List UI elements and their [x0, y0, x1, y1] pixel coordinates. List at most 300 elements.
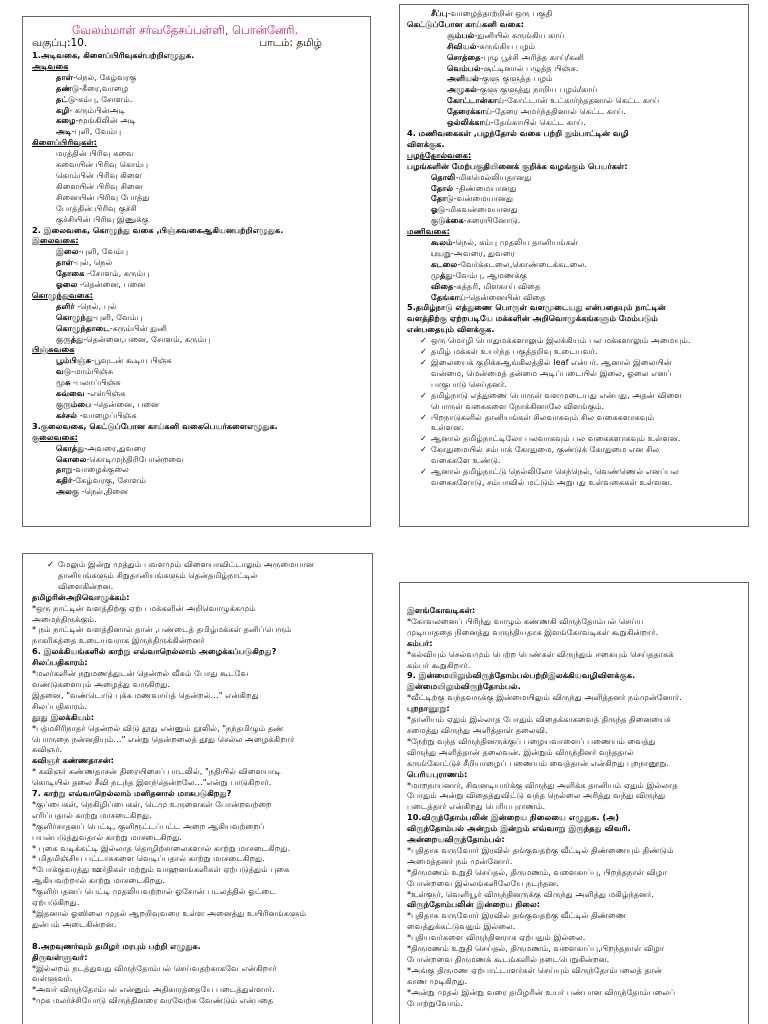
text-line: *போக்குவரத்து ஊர்திகள் மற்றும் வாஹனங்களிகள் ஏற்படுத்தும் புகை — [32, 864, 290, 875]
term: கதிர் — [56, 475, 73, 486]
question-5 — [407, 302, 742, 335]
term: கொழுந்து — [56, 311, 93, 322]
term-entry — [32, 279, 362, 290]
term-description: -அவரை, துவரை — [450, 247, 515, 258]
section-heading: விருந்தோம்பலின் இன்றைய நிலை: — [407, 899, 541, 910]
question-2: 2. இலைவகை, கொழுந்து வகை ,பிஞ்சுவகைஆகியனபற்றிஎழுதுக. — [32, 224, 284, 235]
check-icon: ✓ — [420, 357, 427, 367]
section-heading: சிலப்பதிகாரம்: — [32, 657, 88, 668]
text-line: *அங்கு திருமண ஏற்பாட்டாளர்கள் செய்யும் விருந்தோம்பலைத் தான் — [407, 964, 663, 975]
term: வெம்பல் — [447, 62, 481, 73]
text-line: கவையின் பிரிவு கொம்பு — [56, 159, 149, 170]
section-heading: பழந்தோல்வகை: — [407, 149, 472, 160]
term: தாறு — [56, 464, 73, 475]
text-block — [407, 616, 742, 638]
check-icon: ✓ — [420, 411, 427, 422]
text-block — [32, 603, 364, 647]
section-heading: குலைவகை: — [32, 431, 78, 442]
text-line: *கோவலனைப் பிரிந்து வாழும் கண்ணகி விருந்தோம்பல் செய்ய — [407, 615, 644, 626]
question-4-cont: விளக்குக. — [407, 138, 445, 149]
term-entry — [407, 41, 742, 52]
term: அலகு — [56, 486, 80, 497]
term: கொழுந்தாடை — [56, 322, 110, 333]
term-description: -வாழைப்பிஞ்சு — [77, 409, 137, 420]
term-entry — [407, 193, 742, 204]
term-entry — [32, 366, 362, 377]
term-entry — [32, 72, 362, 83]
question-9: 9. இன்மையிலும்விருந்தோம்பல்பற்றிஇலக்கியவழிவிளக்குக. — [407, 670, 636, 681]
text-line: ஆகியவற்றால் காற்று மாசடைகிறது. — [32, 875, 165, 886]
text-line: பயன்படுத்துவதால் காற்று மாசடைகிறது. — [32, 831, 182, 842]
question-10: 10.விருந்தோம்பலின் இன்றைய நிலையை எழுதுக. (அ) — [407, 812, 619, 823]
text-line: *உள்ளூர், வெளியூர் விருந்தினருக்கு விருந்து அளித்து மகிழ்ந்தனர். — [407, 888, 654, 899]
question-3: 3.குலைவகை, கெட்டுப்போன காய்கனி வகைபெயர்களைஎழுதுக. — [32, 420, 278, 431]
section-heading: புறநானூறு: — [407, 703, 450, 714]
text-list — [32, 148, 362, 224]
term: குருத்து — [56, 333, 84, 344]
text-line: சிலப்பதிகாரம். — [32, 700, 88, 711]
term-list — [407, 30, 742, 128]
text-line: வள்ளுவர். — [32, 973, 73, 984]
text-line: மரத்தின் பிரிவு கவை — [56, 148, 135, 159]
term-entry — [32, 464, 362, 475]
text-line: கிளையின் பிரிவு சினை — [56, 180, 143, 191]
bullet-item — [44, 559, 364, 592]
bullet-continuation — [32, 559, 364, 592]
check-icon: ✓ — [420, 389, 427, 400]
text-line: போன்றவை திருமணக் கூடங்களில் நடைபெறுகின்றன. — [407, 954, 610, 964]
term: கவ்வை — [56, 388, 85, 399]
term-entry — [407, 30, 742, 41]
school-title: வேலம்மாள் சர்வதேசப்பள்ளி, பொன்னேரி. — [72, 23, 299, 37]
text-line: *நேற்று வந்த விருந்தினருக்குப் பழையவாளைப் பணையம் வைத்து — [407, 735, 656, 746]
term-entry — [407, 84, 742, 95]
text-line: ஏற்படுகிறது. — [32, 897, 80, 908]
term-description: -வன்மையானது — [453, 193, 514, 204]
term: சூம்பல் — [447, 29, 475, 40]
text-line: *வீட்டிற்கு வந்தவருக்கு இன்மையிலும் விருந்து அளித்தனர் நம்முன்னோர். — [407, 692, 682, 703]
term-list — [32, 301, 362, 345]
term-description: -பூவுடன் கூடிய பிஞ்சு — [91, 355, 172, 366]
term-entry — [407, 172, 742, 183]
term-entry — [32, 334, 362, 345]
term-description: -புளி, வேம்பு — [78, 246, 129, 257]
term-description: -புளி, வேம்பு — [93, 311, 143, 322]
term-description: -கம்பு, சோளம். — [75, 93, 133, 104]
term-entry — [407, 248, 742, 259]
term-description: -சோளம், கரும்பு — [84, 268, 150, 279]
term-entry — [32, 323, 362, 334]
bullet-item — [417, 346, 742, 357]
text-line: கொம்பின் பிரிவு கிளை — [56, 169, 143, 180]
text-block — [32, 766, 364, 788]
bullet-text: விளைகின்றன. — [58, 580, 114, 591]
check-icon: ✓ — [47, 559, 54, 569]
term-entry — [32, 399, 362, 410]
term: தேரைக்காய் — [447, 106, 492, 117]
text-line: துன்பம் அடைகின்றன. — [32, 918, 117, 929]
term-description: -நெல், கேழ்வரகு — [73, 71, 137, 82]
section-heading: கவிஞர் கண்ணதாசன்: — [32, 755, 114, 766]
text-line: *புதிதாக வருவோர் இரவில் தங்குவதற்கு வீட்டில் திண்ணையும் திண்டும் — [407, 844, 674, 855]
term-entry — [407, 95, 742, 106]
text-line: போத்தின் பிரிவு குச்சி — [56, 202, 137, 213]
term-entry — [32, 83, 362, 94]
term-description: -தேங்காயில் கெட்ட காய். — [490, 117, 586, 128]
term-description: -எள்பிஞ்சு — [84, 388, 126, 399]
term: தோகை — [56, 268, 85, 279]
bullet-item — [417, 433, 742, 444]
text-line: *பத்மசிரிநாதர் தென்றல் விடு தூது என்னும் நூலில், "நந்தமிழும் தண் — [32, 722, 284, 733]
bullet-text: வன்மை, மென்மைத் தன்மை அடிப்படையில் இலை, ஓலை எனப் — [431, 367, 672, 378]
term-entry — [407, 52, 742, 63]
text-line: இதனை, "வண்டொடு புக்க மணவாய்த் தென்றல்…" என்கிறது — [32, 689, 259, 700]
term: வடு — [56, 366, 72, 377]
bullet-list — [407, 335, 742, 488]
text-line: *புதியவர்களை விருந்தினராக ஏற்பதும் இல்லை. — [407, 932, 586, 943]
term: சீப்பு — [431, 8, 448, 18]
text-line: கவிஞர். — [32, 744, 63, 755]
term-description: -வாழைத்தாற்றின் ஒரு பகுதி — [447, 8, 553, 18]
text-block — [32, 723, 364, 756]
term: தாள் — [56, 257, 73, 268]
term: ஓலை — [56, 279, 78, 290]
term-description: -கோட்டான் உட்கார்ந்ததனால் கெட்ட காய் — [504, 95, 660, 106]
bullet-text: ஆனால் தமிழ்நாட்டு நெல்லிலோ செந்நெல், வெண்ணெல் எனப்பல — [431, 466, 680, 477]
term-entry — [32, 301, 362, 312]
term-description: -அவரை,துவரை — [84, 442, 146, 453]
term: மூசு — [56, 377, 71, 388]
term: தட்டு — [56, 93, 76, 104]
term-entry — [32, 410, 362, 421]
bullet-text: ஒரு மொழி பொதுமக்களாலும் இலக்கியம் பல மக்களாலும் அமையும். — [431, 335, 691, 346]
term-entry — [32, 115, 362, 126]
term-description: -வாழைக்குலை — [72, 464, 129, 475]
term: குடுக்கை — [431, 215, 464, 226]
text-line: குச்சியின் பிரிவு இணுக்கு — [56, 213, 149, 224]
term-list — [32, 355, 362, 420]
bullet-item — [417, 390, 742, 412]
term-list — [32, 246, 362, 290]
text-line: எரிப்பதால் காற்று மாசடைகிறது. — [32, 809, 152, 820]
section-heading: கம்பர்: — [407, 637, 433, 648]
term-description: -திண்மையானது — [453, 182, 517, 193]
term-description: -கத்தரி, மிளகாய் விதை — [453, 280, 541, 291]
section-heading: அன்றையவிருந்தோம்பல்: — [407, 834, 505, 845]
notes-page-3 — [22, 553, 373, 1024]
text-line: *இல்லறம் நடத்துவது விருந்தோம்பல் செய்வதற்காகவே என்கிறார் — [32, 962, 277, 973]
term-entry — [407, 106, 742, 117]
text-line: சமைத்து விருந்து அளித்தாள் தலைவி. — [407, 724, 548, 735]
question-1: 1.அடிவகை, கிளைப்பிரிவுகள்பற்றிஎழுதுக. — [32, 50, 195, 60]
term-list — [407, 172, 742, 227]
text-line: கொடியில் தலை சீவி நடந்த இளந்தென்றலே…"என்று பாடுகிறார். — [32, 777, 272, 788]
question-7: 7. காற்று எவ்வாறெல்லாம் மனிதனால் மாசுபடுகிறது? — [32, 788, 232, 799]
text-line: விருந்து அளித்தான் தலைவன். இன்றும் விருந்தினர் வந்ததால் — [407, 746, 634, 757]
text-block — [407, 910, 742, 1008]
term-entry — [407, 259, 742, 270]
term-description: -குளு குளுத்து நாறிய பழம்/காய் — [476, 84, 598, 95]
bullet-text: பிறநாடுகளில் தானியங்கள் சிலவாகவும் சில வகைகளாகவும் — [431, 411, 655, 422]
term-description: -புளி, வேம்பு — [71, 126, 122, 137]
term-entry — [32, 246, 362, 257]
check-icon: ✓ — [420, 444, 427, 455]
question-4: 4. மணிவகைகள் ,பழந்தோல் வகை பற்றி நும்பாட்டின் வழி — [407, 127, 629, 138]
term: தோல் — [431, 182, 454, 193]
term: அழுகல் — [447, 84, 477, 95]
term-description: -தென்னையின் விதை — [465, 291, 546, 302]
bullet-text: வகைகளே உண்டு. — [431, 455, 501, 466]
term-entry — [32, 388, 362, 399]
text-line: படைத்தார் என்கிறது பெரியபுராணம். — [407, 801, 546, 812]
text-line: *திருமணம் உறுதி செய்தல், திருமணம், வளைகாப்பு,பிறந்தநாள் விழா — [407, 943, 665, 954]
notes-page-4 — [399, 582, 749, 1024]
bullet-text: தமிழ்நாடு எத்துணை பொருள் வளமுடையது என்பது, அதன் விளை — [431, 389, 682, 400]
bullet-text: வகைகளோடு, சம்பாவில் மட்டும் அறுபது உள்வகைகள் உள்ளன. — [431, 476, 673, 487]
text-block — [32, 668, 364, 712]
term-description: -மிகமெல்லியதானது — [455, 171, 532, 182]
bullet-item — [417, 444, 742, 466]
text-block — [407, 714, 742, 769]
term: கச்சல் — [56, 409, 78, 420]
text-line: முடியாததை நினைத்து வருந்தியதாக இளங்கோவடிகள் கூறுகின்றார். — [407, 626, 659, 637]
term-description: -மாம்பிஞ்சு — [71, 366, 114, 377]
section-heading: பெரியபுராணம்: — [407, 768, 468, 779]
bullet-text: பொருள் வகைகளை நோக்கினாலே விளங்கும். — [431, 400, 605, 411]
term: கொத்து — [56, 442, 85, 453]
text-line: *கல்வியும் செல்வமும் பெற்ற பெண்கள் விருந்தும் ஈகையும் செய்ததாகக் — [407, 648, 674, 659]
bullet-item — [417, 466, 742, 488]
term-description: -மிகவன்மையானது — [445, 204, 518, 215]
term-description: -நெல், கம்பு முதலிய தானியங்கள் — [452, 237, 579, 248]
text-line: போன்றவை இல்லங்களிலேயே நடந்தன. — [407, 877, 559, 888]
term-description: -புழு பூச்சி அரித்த காய்/கனி — [480, 51, 585, 62]
term-description: -நெல், புல் — [74, 300, 117, 311]
text-line: அமைந்திருக்கும். — [32, 613, 97, 624]
check-icon: ✓ — [420, 346, 427, 357]
term: அடி — [56, 126, 72, 137]
term: ஓடு — [431, 204, 446, 215]
term: கொலை — [56, 453, 87, 464]
term-entry — [32, 355, 362, 366]
text-line: *மாறநாயனார், சிவனடியார்க்கு விருந்து அளிக்க தானியம் ஏதும் இல்லாத — [407, 779, 678, 790]
text-line: *இதனால் ஓஸிலை முதல் ஆறறிவுவரை உள்ள அனைத்து உயிரினங்களும் — [32, 908, 307, 918]
section-heading: அடிவகை — [32, 60, 69, 71]
term: விதை — [431, 280, 454, 291]
text-line: வைத்துக்கட்டுவதும் இல்லை. — [407, 921, 516, 932]
term-description: -சுரையினோடு. — [463, 215, 521, 226]
term-entry — [407, 8, 742, 19]
term-entry — [32, 475, 362, 486]
term: சிவியல் — [447, 40, 477, 51]
section-heading: இலைவகை: — [32, 235, 79, 246]
term-entry — [407, 215, 742, 226]
text-line: * மிதமிஞ்சிய பட்டாசுகளை வெடிப்பதால் காற்று மாசடைகிறது. — [32, 853, 265, 864]
bullet-text: இலையைக் குறிக்கஆங்கிலத்தில் leaf என்பர். ஆனால் இலையின் — [431, 357, 672, 367]
bullet-text: தமிழ் மக்கள் உயர்ந்த பகுத்தறிவு உடையவர். — [431, 346, 598, 357]
text-block — [407, 845, 742, 900]
term-entry — [32, 312, 362, 323]
text-line: காண முடிகிறது. — [407, 975, 468, 986]
check-icon: ✓ — [420, 466, 427, 477]
term: தொலி — [431, 171, 456, 182]
class-label: வகுப்பு:10. — [32, 37, 88, 49]
term-entry — [407, 73, 742, 84]
text-line: வண்டுகளையும் அழைத்து வருகிறது. — [32, 678, 171, 689]
notes-page-2 — [399, 4, 749, 527]
text-line: * நம் நாட்டின் வளத்தினால் தான் ,பண்டைத் தமிழ்மக்கள் தனிப்பெரும் — [32, 624, 292, 635]
term: கோட்டான்காய் — [447, 95, 505, 106]
term: தோடு — [431, 193, 454, 204]
term-list — [32, 72, 362, 137]
term-description: -சுருங்கிய பழம் — [476, 40, 536, 51]
section-heading: இன்மையிலும்விருந்தோம்பல். — [407, 681, 521, 692]
term: இலை — [56, 246, 79, 257]
question-8: 8.அறவுணர்வும் தமிழர் மரபும் பற்றி எழுதுக. — [32, 940, 201, 951]
text-line: *குளிர்பதனப் பெட்டி முதலியவற்றால் ஓசோன் படலத்தில் ஓட்டை — [32, 886, 276, 897]
subject-label: பாடம்: தமிழ் — [259, 37, 322, 49]
term-description: -தேரை அமர்ந்ததினால் கெட்ட காய். — [491, 106, 626, 117]
text-line: 5.தமிழ்நாடு எத்துணை பொருள் வளமுடையது என்பதையும் நாட்டின் — [407, 302, 666, 313]
term-entry — [32, 443, 362, 454]
text-block — [32, 799, 364, 930]
term-description: -நுனியில் சுருங்கிய காய் — [474, 29, 565, 40]
text-line: சினையின் பிரிவு போத்து — [56, 191, 150, 202]
term: கழி — [56, 104, 70, 115]
text-line: வளத்திற்கு ஏற்றபடியே மக்களின் அறிவொழுக்கங்களும் மேம்படும் — [407, 313, 658, 324]
term: கழை — [56, 115, 76, 126]
term-description: - கரும்பின்அடி — [69, 104, 126, 115]
section-heading: திருவள்ளுவர்: — [32, 951, 88, 962]
text-line: *அவர் விருந்தோம்பல் என்னும் அதிகாரத்தையே படைத்துள்ளார். — [32, 984, 275, 995]
term-description: -வேம்பு, ஆமணக்கு — [452, 269, 527, 280]
section-heading: மணிவகை: — [407, 226, 450, 237]
term-entry — [32, 486, 362, 497]
term: முத்து — [431, 269, 453, 280]
term-entry — [32, 268, 362, 279]
term-description: -கீரை,வாழை — [79, 82, 129, 93]
section-heading: கொழுந்துவகை: — [32, 289, 94, 300]
text-line: *அன்று முதல் இன்று வரை தமிழரின் உயர் பண்பான விருந்தோம்பலைப் — [407, 986, 676, 997]
term: குரும்பை — [56, 399, 92, 409]
text-line: *தானியம் ஏதும் இல்லாத போதும் விதைக்காகவைத் திருந்த தினையைச் — [407, 714, 671, 725]
term-description: -கரும்பின் நுனி — [109, 322, 168, 333]
section-heading: தமிழரின்அறிவொழுக்கம்: — [32, 591, 130, 602]
text-line: கருங்கோட்டுச் சீறியாழைப் பணையம் வைத்தான் என்கிறது புறநானூறு. — [407, 757, 669, 768]
term: தேங்காய் — [431, 291, 466, 302]
section-heading: இளங்கோவடிகள்: — [407, 605, 476, 615]
text-line: *திருமணம் உறுதி செய்தல், திருமணம், வளைகாப்பு, பிறந்தநாள் விழா — [407, 866, 667, 877]
text-line: *குப்பைகள், நெகிழிப்பைகள், டெமு உருளைகள் போன்றவற்றை — [32, 798, 272, 809]
term-entry — [407, 281, 742, 292]
term-list — [407, 237, 742, 302]
term-entry — [407, 204, 742, 215]
term-description: -கேழ்வரகு, சோளம் — [72, 475, 146, 486]
term-entry — [32, 94, 362, 105]
text-line: நாகரிகத்தை உடையவராக இருந்திருக்கின்றனர் — [32, 635, 205, 646]
term-list — [32, 443, 362, 498]
term-description: -வேர்க்கடலை,கொண்டைக்கடலை. — [457, 258, 588, 269]
term-description: -பலாப்பிஞ்சு — [70, 377, 121, 388]
section-heading: கெட்டுப்போன காய்கனி வகை: — [407, 18, 525, 29]
term: கூலம் — [431, 237, 453, 248]
term-description: -சூட்டினால் பழுத்த பிஞ்சு. — [480, 62, 579, 73]
term: தண்டு — [56, 82, 80, 93]
term-description: -குளு குளுத்த பழம் — [478, 73, 553, 84]
term-entry — [407, 63, 742, 74]
text-block — [32, 963, 364, 1007]
check-icon: ✓ — [420, 335, 427, 346]
term-entry — [407, 237, 742, 248]
bullet-item — [417, 412, 742, 434]
term-entry — [32, 454, 362, 465]
bullet-text: உள்ளன. — [431, 422, 464, 433]
bullet-text: ஆனால் தமிழ்நாட்டிலோ பலவாகவும் பல வகைகளாகவும் உள்ளன. — [431, 433, 681, 444]
term: கடலை — [431, 258, 458, 269]
text-line: என்பதையும் விளக்குக. — [407, 324, 495, 335]
term-entry — [407, 292, 742, 303]
section-heading: தூது இலக்கியம்: — [32, 711, 95, 722]
text-block — [407, 780, 742, 813]
bullet-text: பாகுபாடு செய்தனர். — [431, 378, 507, 389]
term: தளிர் — [56, 300, 75, 311]
text-line: கம்பர் கூறுகிறார். — [407, 659, 471, 670]
text-line: * கவிஞர் கண்ணதாசன் திரையிசைப் பாடலில், "நதியில் விளையாடி — [32, 766, 281, 777]
text-line: *குளிர்சாதனப் பெட்டி, குளிரூட்டப்பட்ட அறை ஆகியவற்றைப் — [32, 820, 265, 831]
text-line: அமைத்தனர் நம் முன்னோர். — [407, 855, 513, 866]
class-subject-row — [32, 37, 362, 50]
notes-page-1 — [22, 16, 371, 527]
text-line: *மலர்களின் நறுமணத்துடன் தென்றல் வீசும் போது கூடவே — [32, 668, 249, 679]
term: பயறு — [431, 247, 451, 258]
text-block — [407, 692, 742, 703]
text-line: *முக மலர்ச்சியோடு விருந்தினரை வரவேற்க வேண்டும் என்பதை — [32, 995, 274, 1006]
section-heading: கிளைப்பிரிவுகள்: — [32, 137, 98, 148]
section-heading: பிஞ்சுவகை — [32, 344, 75, 355]
term-description: -தென்னை, பனை — [77, 279, 146, 290]
term-entry — [407, 183, 742, 194]
term-entry — [32, 126, 362, 137]
term-entry — [32, 377, 362, 388]
text-line: * புகை வடிக்கட்டி இல்லாத தொழிற்சாலைகளால் காற்று மாசடைகிறது. — [32, 842, 291, 853]
text-line: பொருநை நன்னதியும்…" என்று தென்றலைத் தூது செல்ல அழைக்கிறார் — [32, 733, 295, 744]
term: பூம்பிஞ்சு — [56, 355, 92, 366]
text-line: போற்றுவோம். — [407, 997, 463, 1008]
bullet-item — [417, 357, 742, 390]
term-entry — [32, 105, 362, 116]
question-10-cont: விருந்தோம்பல் அன்றும் இன்றும் எவ்வாறு இருந்தது விவரி. — [407, 823, 631, 834]
text-line: போதும் அன்று விதைத்துவிட்டு வந்த நெல்லை அரித்து வந்து விருந்து — [407, 790, 666, 801]
bullet-text: தானியங்களும் சிறுதானியங்களும் தென்தமிழ்நாட்டில் — [58, 569, 258, 580]
term: சொத்தை — [447, 51, 481, 62]
term-description: -நெல்,தினை — [79, 486, 129, 497]
bullet-text: கோதுமையில் சம்பாக் கோதுமை, குண்டுக் கோதுமை என சில — [431, 444, 660, 455]
term-description: -தென்னை,பனை, சோளம், கரும்பு — [83, 333, 211, 344]
term: தாள் — [56, 71, 73, 82]
term-list — [407, 8, 742, 19]
term-description: -புல், நெல் — [73, 257, 113, 268]
term: அளியல் — [447, 73, 479, 84]
check-icon: ✓ — [420, 433, 427, 444]
question-6: 6. இலக்கியங்களில் காற்று எவ்வாறெல்லாம் அழைக்கப்படுகிறது? — [32, 646, 277, 657]
bullet-item — [417, 335, 742, 346]
term-entry — [407, 270, 742, 281]
term-description: -கொடிமுந்திரிபோன்றவை — [86, 453, 185, 464]
section-intro: பழங்களின் மேற்பகுதியினைக் குறிக்க வழங்கும் பெயர்கள்: — [407, 160, 628, 171]
text-line: *ஒரு நாட்டின் வளத்திற்கு ஏற்ப மக்களின் அறிவொழுக்கமும் — [32, 602, 256, 613]
text-line: *புதிதாக வருவோர் இரவில் தங்குவதற்கு வீட்டில் திண்ணை — [407, 910, 627, 921]
bullet-text: மேலும் இன்று முத்தும் பவளமும் விளையாவிட்டாலும் அருமையான — [58, 559, 314, 569]
